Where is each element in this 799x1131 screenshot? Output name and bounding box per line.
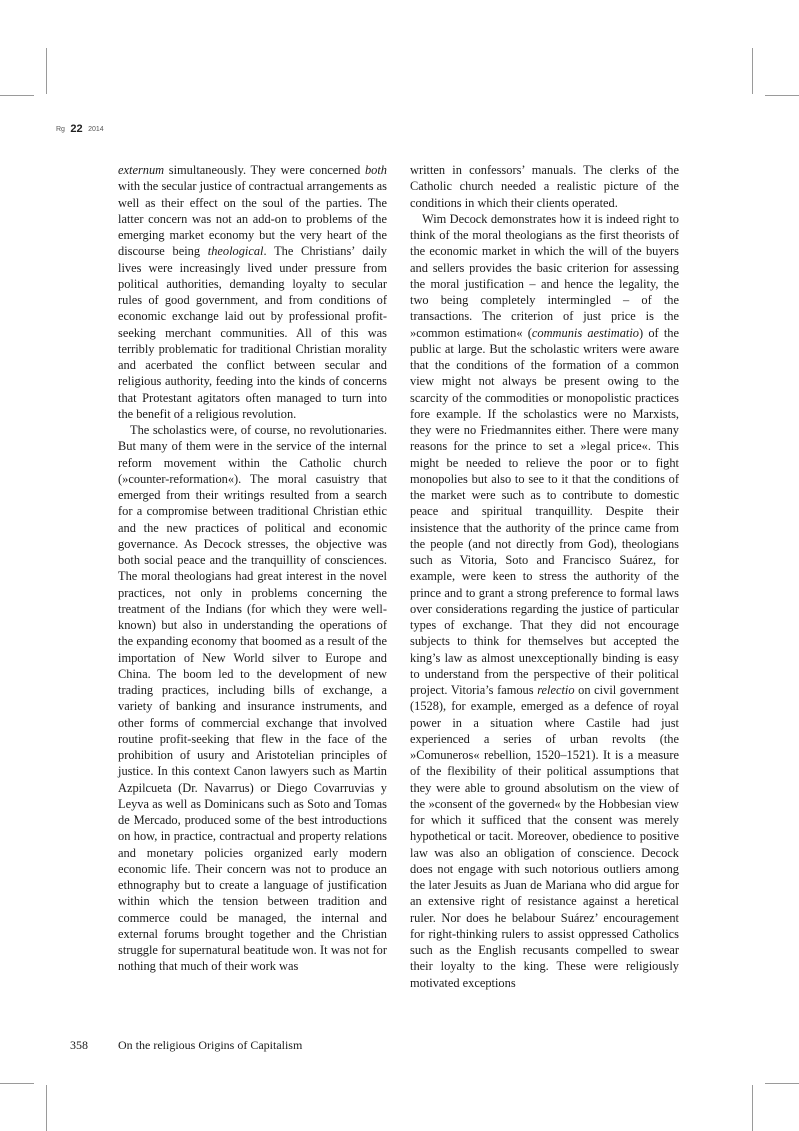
journal-year: 2014: [88, 126, 104, 133]
crop-mark-top-right: [752, 48, 753, 94]
paragraph: The scholastics were, of course, no revolutionaries. But many of them were in the service of the internal reform movement within the Catholic church (»counter-reformation«). The moral casuistry that emerged from their writings resulted from a search for a compromise between traditional Christian ethic and the new practices of political and economic governance. As Decock stresses, the objective was both social peace and the tranquillity of consciences. The moral theologians had great interest in the novel practices, not only in problems concerning the treatment of the Indians (for which they were well-known) but also in understanding the operations of the expanding economy that boomed as a result of the importation of New World silver to Europe and China. The boom led to the development of new trading practices, including bills of exchange, a variety of banking and insurance instruments, and other forms of commercial exchange that involved routine profit-seeking that flew in the face of the prohibition of usury and Aristotelian principles of justice. In this context Canon lawyers such as Martin Azpilcueta (Dr. Navarrus) or Diego Covarruvias y Leyva as well as Dominicans such as Soto and Tomas de Mercado, produced some of the best introductions on how, in practice, contractual and property relations and monetary policies organized early modern economic life. Their concern was not to produce an ethnography but to create a language of justification within which the tension between tradition and commerce could be managed, the internal and external forums brought together and the Christian struggle for supernatural beatitude won. It was not for nothing that much of their work was: [118, 423, 387, 974]
crop-mark-bottom-right-h: [765, 1083, 799, 1084]
running-title: On the religious Origins of Capitalism: [118, 1038, 303, 1052]
italic-text: both: [364, 163, 387, 177]
right-column: [410, 162, 679, 991]
crop-mark-top-left: [46, 48, 47, 94]
crop-mark-bottom-right: [752, 1085, 753, 1131]
journal-header: [56, 119, 104, 137]
crop-mark-top-right-h: [765, 95, 799, 96]
journal-volume: 22: [70, 123, 83, 135]
paragraph: written in confessors’ manuals. The clerks of the Catholic church needed a realistic picture of the conditions in which their clients operated.: [410, 163, 679, 210]
crop-mark-bottom-left-h: [0, 1083, 34, 1084]
paragraph: Wim Decock demonstrates how it is indeed right to think of the moral theologians as the first theorists of the economic market in which the will of the buyers and sellers provides the basic criterion for assessing the moral justification – and hence the legality, the two being completely intermingled – of the transactions. The criterion of just price is the »common estimation« (communis aestimatio) of the public at large. But the scholastic writers were aware that the conditions of the formation of a common view might not always be present owing to the scarcity of the commodities or monopolistic practices fore example. If the scholastics were no Marxists, they were no Friedmannites either. There were many reasons for the prince to set a »legal price«. This might be needed to relieve the poor or to fight monopolies but also to see to it that the conditions of the market were such as to contribute to domestic peace and spiritual tranquillity. Despite their insistence that the authority of the prince came from the people (and not directly from God), theologians such as Vitoria, Soto and Francisco Suárez, for example, were keen to stress the authority of the prince and to grant a strong preference to formal laws over considerations regarding the justice of particular types of exchange. That they did not encourage subjects to think for themselves but accepted the king’s law as almost unexceptionally binding is easy to understand from the perspective of their political project. Vitoria’s famous relectio on civil government (1528), for example, emerged as a defence of royal power in a situation where Castile had just experienced a series of urban revolts (the »Comuneros« rebellion, 1520–1521). It is a measure of the flexibility of their political assumptions that they were able to ground absolutism on the view of the »consent of the governed« by the Hobbesian view for which it sufficed that the consent was merely hypothetical or tacit. Moreover, obedience to positive law was also an obligation of conscience. Decock does not engage with such notorious outliers among the later Jesuits as Juan de Mariana who did argue for an extensive right of resistance against a heretical ruler. Nor does he belabour Suárez’ encouragement for right-thinking rulers to assist oppressed Catholics such as the English recusants compelled to swear their loyalty to the king. These were religiously motivated exceptions: [410, 211, 679, 990]
italic-text: externum: [118, 163, 165, 177]
italic-text: theological: [207, 244, 264, 259]
crop-mark-top-left-h: [0, 95, 34, 96]
italic-text: relectio: [537, 683, 575, 697]
paragraph: externum simultaneously. They were concerned both with the secular justice of contractual arrangements as well as their effect on the soul of the parties. The latter concern was not an add-on to problems of the emerging market economy but the very heart of the discourse being theological. The Christians’ daily lives were increasingly lived under pressure from political authorities, demanding loyalty to secular rules of good government, and from conditions of economic exchange laid out by professional profit-seeking merchant communities. All of this was terribly problematic for traditional Christian morality and acerbated the conflict between secular and religious authority, feeding into the kinds of concerns that Protestant agitators often managed to turn into the benefit of a religious revolution.: [118, 163, 387, 421]
page-number: 358: [70, 1038, 88, 1052]
crop-mark-bottom-left: [46, 1085, 47, 1131]
left-column: [118, 162, 387, 975]
journal-abbrev: Rg: [56, 126, 65, 133]
italic-text: communis aestimatio: [531, 325, 639, 340]
